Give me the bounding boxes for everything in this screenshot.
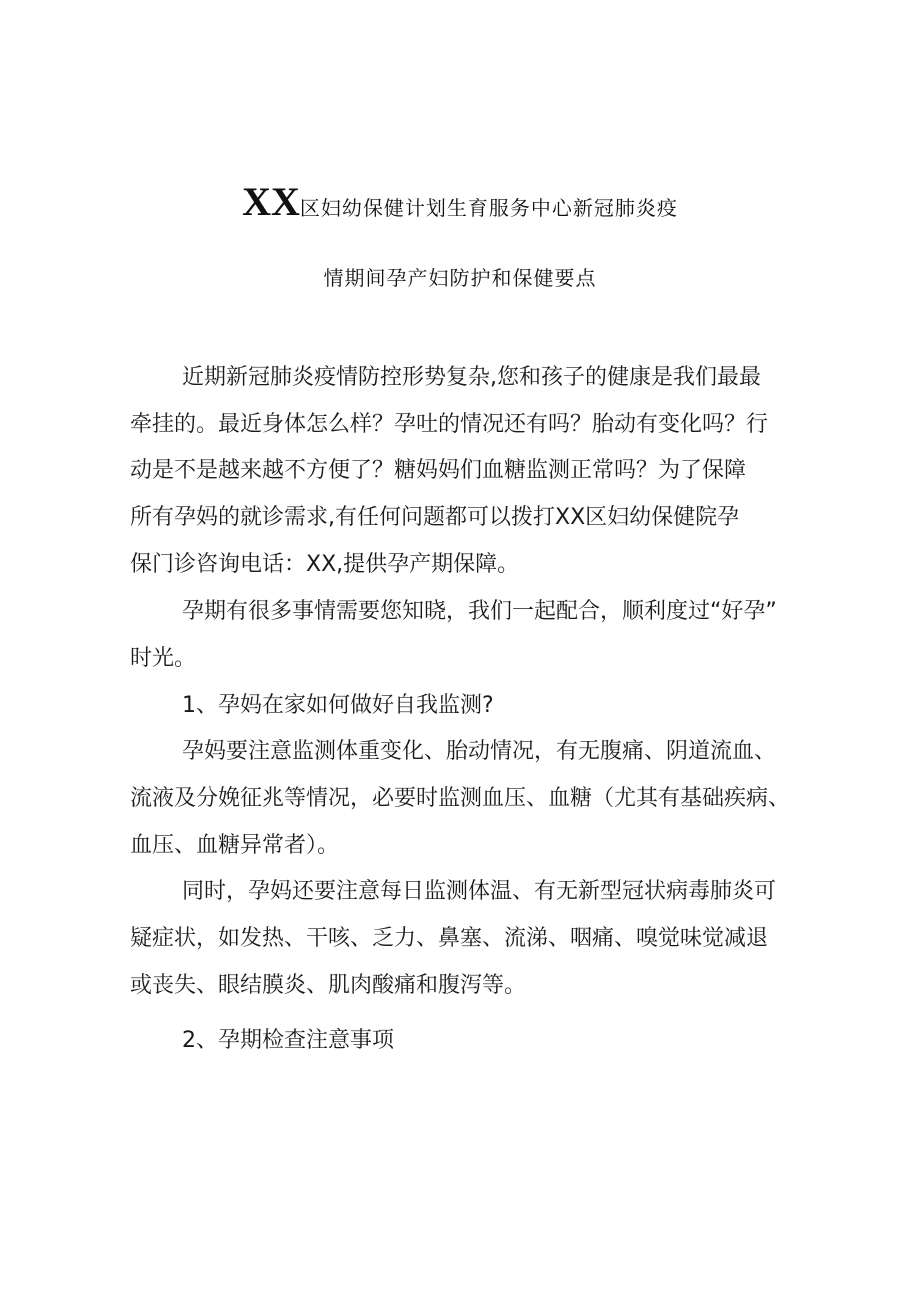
section-heading-2: 2、孕期检查注意事项: [182, 1028, 394, 1053]
document-title-line-2: 情期间孕产妇防护和保健要点: [323, 266, 597, 290]
paragraph-2-line-2: 时光。: [130, 646, 197, 671]
paragraph-1-line-3: 动是不是越来越不方便了？糖妈妈们血糖监测正常吗？为了保障: [130, 458, 747, 483]
paragraph-4-line-2: 疑症状，如发热、干咳、乏力、鼻塞、流涕、咽痛、嗅觉味觉减退: [130, 926, 769, 951]
paragraph-3-line-1: 孕妈要注意监测体重变化、胎动情况，有无腹痛、阴道流血、: [182, 739, 777, 764]
paragraph-1-line-4: 所有孕妈的就诊需求,有任何问题都可以拨打XX区妇幼保健院孕: [130, 505, 740, 530]
paragraph-3-line-3: 血压、血糖异常者）。: [130, 833, 340, 858]
document-title-line-1: [0, 178, 920, 225]
title-prefix: XX: [242, 179, 300, 224]
paragraph-4-line-1: 同时，孕妈还要注意每日监测体温、有无新型冠状病毒肺炎可: [182, 879, 777, 904]
section-heading-1: 1、孕妈在家如何做好自我监测?: [182, 693, 494, 718]
paragraph-4-line-3: 或丧失、眼结膜炎、肌肉酸痛和腹泻等。: [130, 973, 527, 998]
paragraph-1-line-5: 保门诊咨询电话：XX,提供孕产期保障。: [130, 552, 520, 577]
paragraph-1-line-2: 牵挂的。最近身体怎么样？孕吐的情况还有吗？胎动有变化吗？行: [130, 412, 769, 437]
title-line-1-text: 区妇幼保健计划生育服务中心新冠肺炎疫: [299, 196, 678, 220]
paragraph-1-line-1: 近期新冠肺炎疫情防控形势复杂,您和孩子的健康是我们最最: [182, 365, 761, 390]
paragraph-2-line-1: 孕期有很多事情需要您知晓，我们一起配合，顺利度过“好孕”: [182, 599, 777, 624]
paragraph-3-line-2: 流液及分娩征兆等情况，必要时监测血压、血糖（尤其有基础疾病、: [130, 786, 791, 811]
